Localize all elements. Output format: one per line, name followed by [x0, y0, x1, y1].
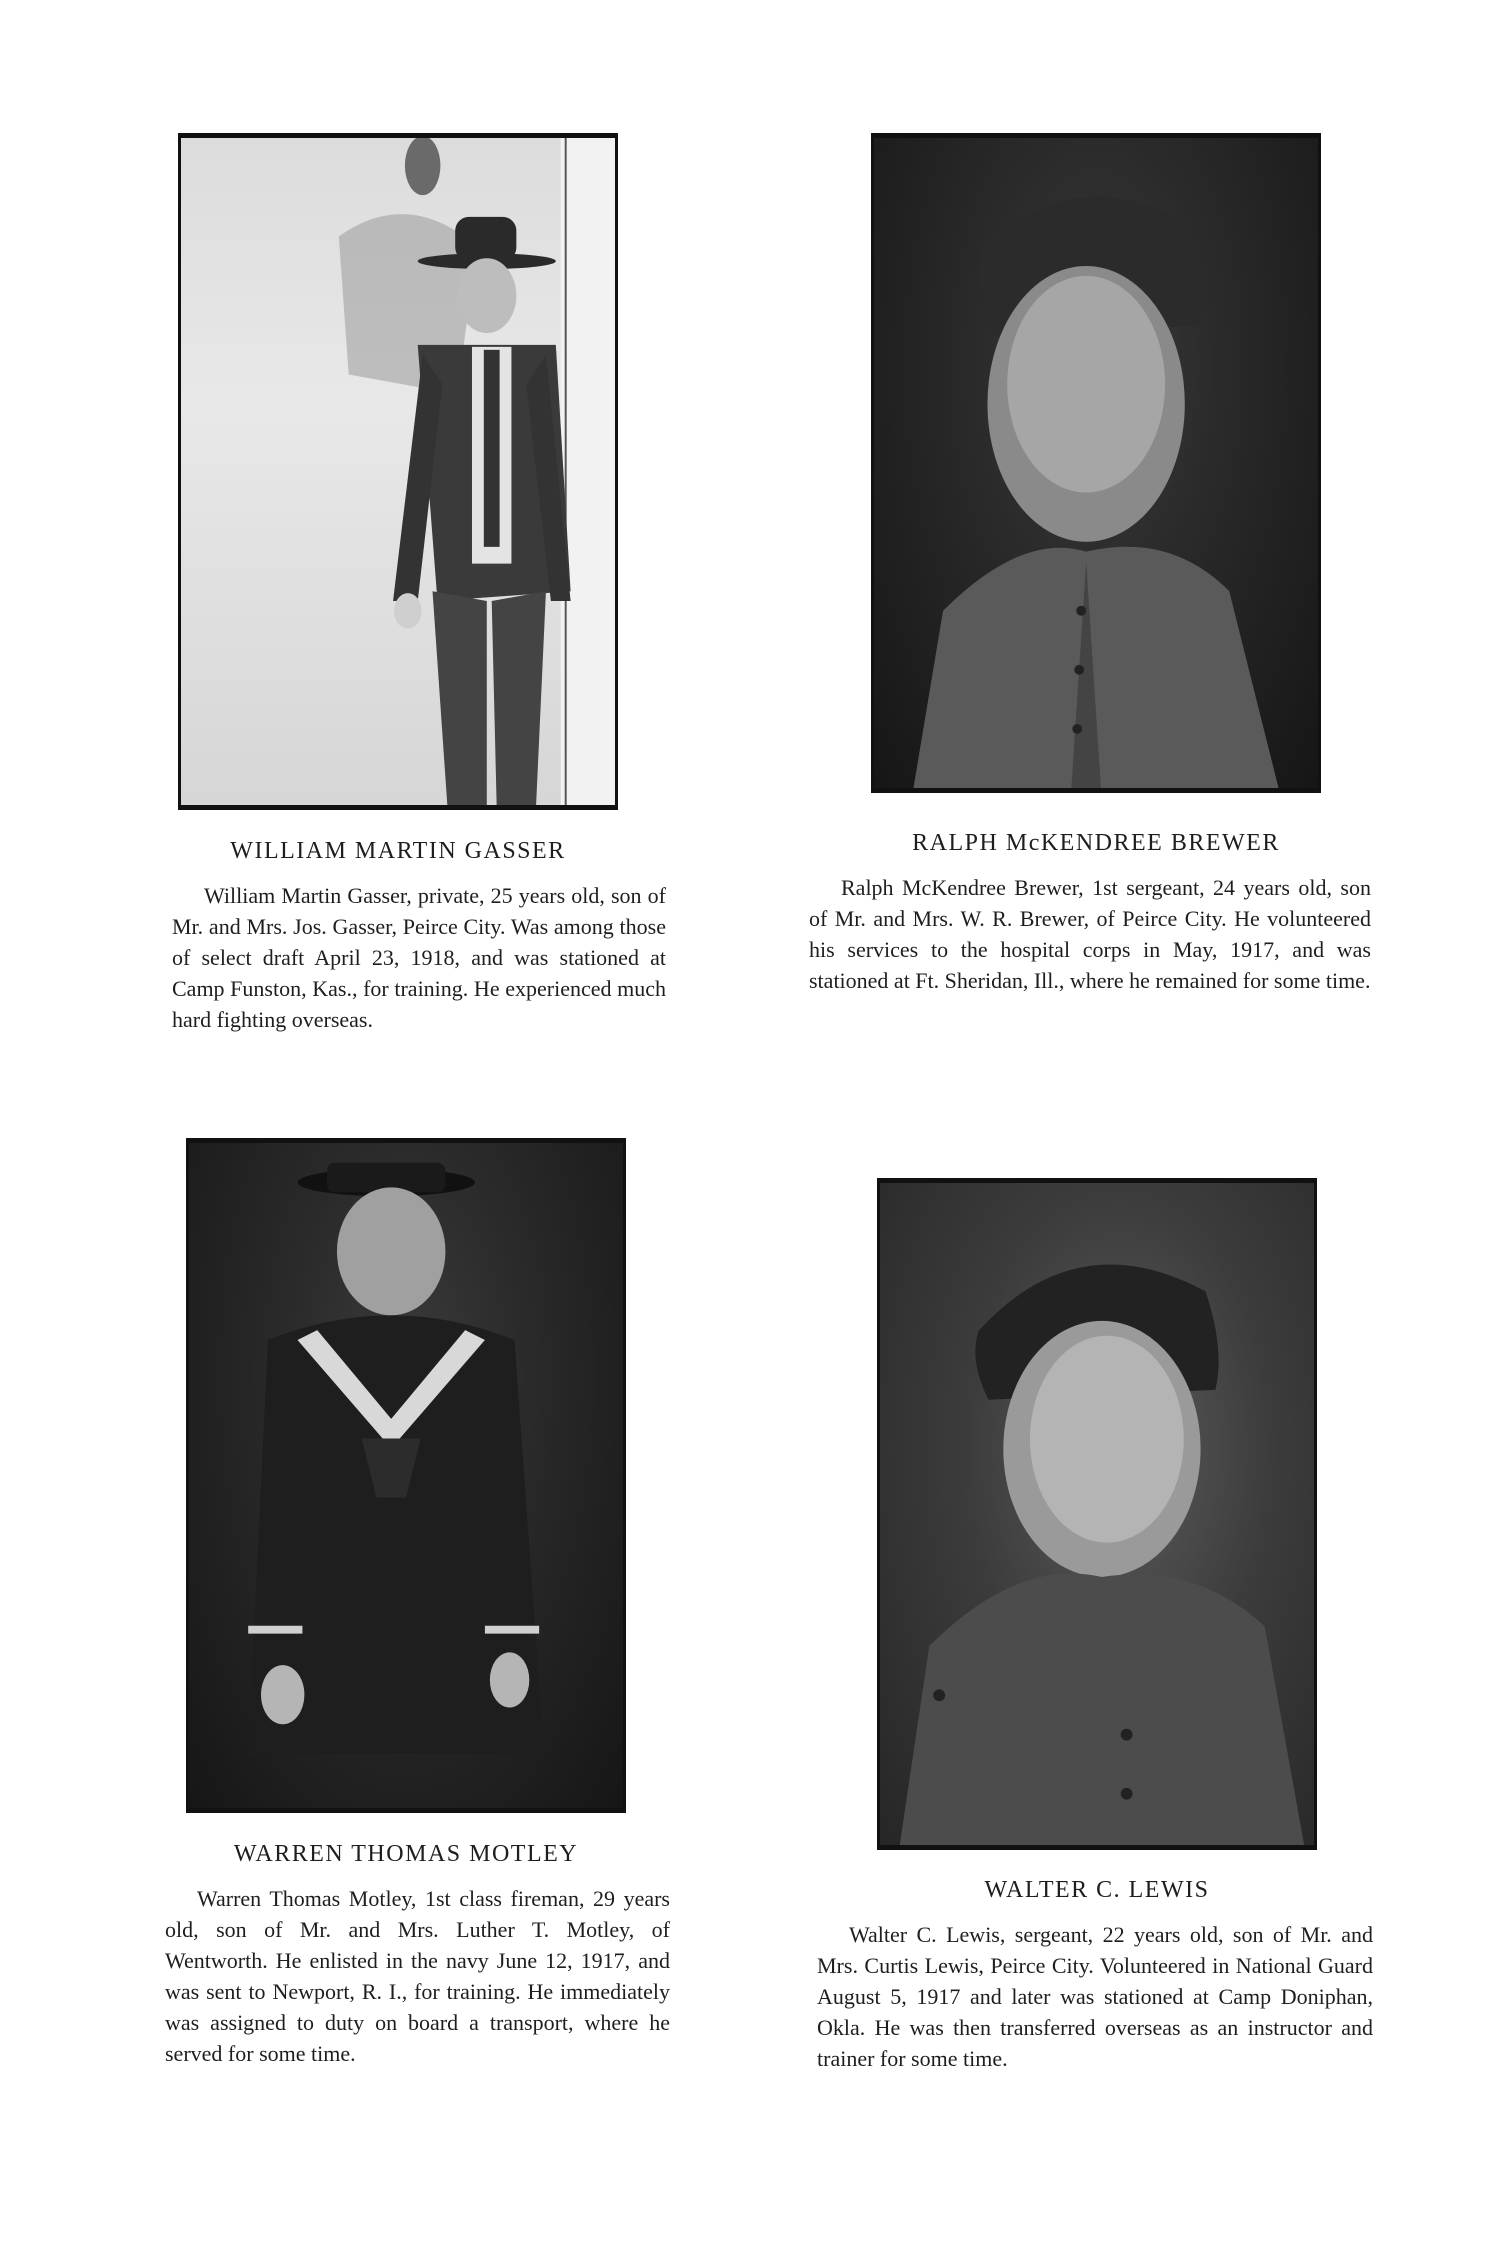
portrait-photo-motley — [186, 1138, 626, 1813]
soldier-name: WALTER C. LEWIS — [984, 1877, 1210, 1903]
soldier-bio: Walter C. Lewis, sergeant, 22 years old, son of Mr. and Mrs. Curtis Lewis, Peirce City. Volunteered in National Guard August 5, 1917 and later was stationed at Camp Doniphan, Okla. He was then transferred overseas as an instructor and trainer for some time. — [817, 1922, 1373, 2071]
portrait-photo-gasser — [178, 133, 618, 810]
soldier-bio: Warren Thomas Motley, 1st class fireman, 29 years old, son of Mr. and Mrs. Luther T. Motley, of Wentworth. He enlisted in the navy June 12, 1917, and was sent to Newport, R. I., for training. He immediately was assigned to duty on board a transport, where he served for some time. — [165, 1886, 670, 2066]
portrait-figure-motley — [189, 1143, 623, 1808]
portrait-figure-lewis — [880, 1183, 1314, 1845]
soldier-bio: William Martin Gasser, private, 25 years old, son of Mr. and Mrs. Jos. Gasser, Peirce City. Was among those of select draft April 23, 1918, and was stationed at Camp Funston, Kas., for training. He experienced much hard fighting overseas. — [172, 883, 666, 1032]
portrait-photo-lewis — [877, 1178, 1317, 1850]
portrait-figure-brewer — [874, 138, 1318, 788]
soldier-name: RALPH McKENDREE BREWER — [912, 830, 1280, 856]
portrait-photo-brewer — [871, 133, 1321, 793]
soldier-name: WILLIAM MARTIN GASSER — [230, 838, 566, 864]
soldier-bio: Ralph McKendree Brewer, 1st sergeant, 24 years old, son of Mr. and Mrs. W. R. Brewer, of Peirce City. He volunteered his services to the hospital corps in May, 1917, and was stationed at Ft. Sheridan, Ill., where he remained for some time. — [809, 875, 1371, 993]
portrait-figure-gasser — [181, 138, 615, 805]
soldier-name: WARREN THOMAS MOTLEY — [233, 1841, 579, 1867]
